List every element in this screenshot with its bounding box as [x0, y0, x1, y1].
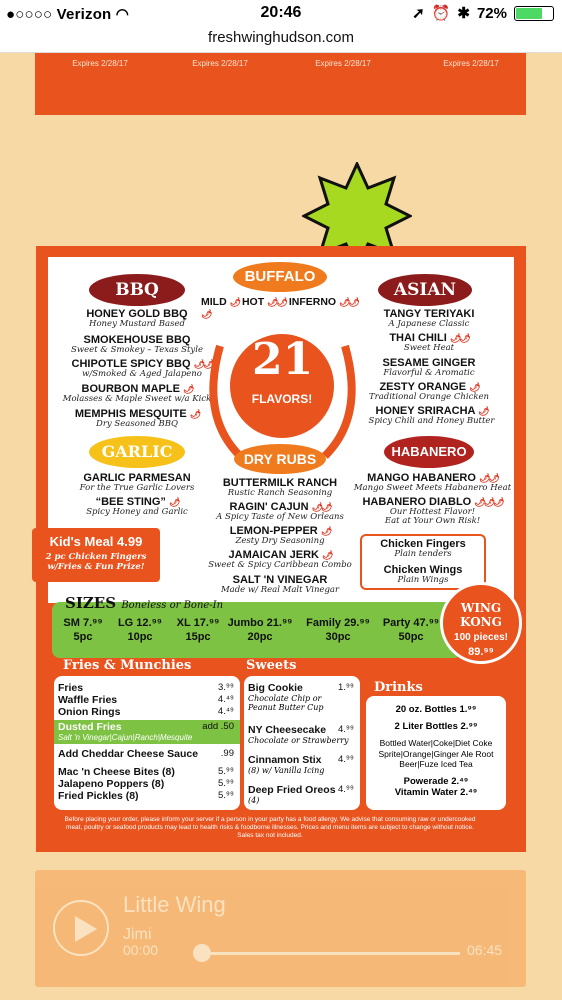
flavor-desc: Sweet & Smokey – Texas Style — [71, 345, 203, 356]
pepper-icon: 🌶🌶 — [478, 473, 498, 483]
audio-player — [35, 870, 526, 987]
flavor-name: THAI CHILI — [389, 332, 447, 344]
size-option: Family 29.⁹⁹ 30pc — [306, 617, 370, 644]
flavor-desc: w/Smoked & Aged Jalapeno — [82, 369, 202, 380]
plain-item-name: Chicken Fingers — [380, 538, 466, 550]
menu-item-desc: Chocolate Chip or Peanut Butter Cup — [248, 694, 324, 712]
menu-item-desc: (8) w/ Vanilla Icing — [248, 766, 325, 775]
flavor-desc: Spicy Honey and Garlic — [86, 507, 188, 518]
flavor-desc: Flavorful & Aromatic — [383, 368, 475, 379]
battery-icon — [514, 6, 554, 21]
coupon-expiry: Expires 2/28/17 — [72, 59, 128, 68]
flavor-desc: Rustic Ranch Seasoning — [227, 488, 333, 499]
plain-item-desc: Plain tenders — [394, 549, 452, 560]
flavor-name: ZESTY ORANGE — [379, 381, 467, 393]
track-title: Little Wing — [123, 892, 226, 917]
size-option: LG 12.⁹⁹ 10pc — [117, 617, 163, 644]
flavor-name: LEMON-PEPPER — [229, 525, 318, 537]
coupon-banner[interactable] — [35, 53, 526, 115]
seek-handle[interactable] — [193, 944, 211, 962]
sweets-heading: Sweets — [246, 658, 297, 673]
allergy-disclaimer: Before placing your order, please inform your server if a person in your party has a food allergy. We advise that consuming raw or undercooked meat, poultry or seafood products may lead to health risks & foodborne illnesses. Prices and menu items are subject to change without notice. Sales tax not included. — [64, 816, 476, 839]
buffalo-heading: BUFFALO — [233, 262, 327, 292]
menu-item-desc: (4) — [248, 796, 260, 805]
garlic-heading: GARLIC — [89, 436, 185, 468]
wing-kong-pieces: 100 pieces! — [454, 632, 508, 643]
asian-heading: ASIAN — [378, 274, 472, 306]
dusted-fries-flavors: Salt 'n Vinegar|Cajun|Ranch|Mesquite — [58, 733, 193, 742]
flavor-desc: A Spicy Taste of New Orleans — [216, 512, 344, 523]
drink-list: Bottled Water|Coke|Diet Coke Sprite|Orange|Ginger Ale Root Beer|Fuze Iced Tea — [378, 738, 494, 770]
flavors-label: FLAVORS! — [251, 392, 313, 406]
flavor-name: BUTTERMILK RANCH — [222, 477, 338, 489]
flavor-desc: Molasses & Maple Sweet w/a Kick — [62, 394, 212, 405]
size-option: Jumbo 21.⁹⁹ 20pc — [227, 617, 293, 644]
flavor-desc: For the True Garlic Lovers — [79, 483, 195, 494]
flavor-desc: Mango Sweet Meets Habanero Heat — [353, 483, 512, 494]
drink-price: 2 Liter Bottles 2.⁹⁹ — [394, 721, 478, 732]
flavor-desc: Eat at Your Own Risk! — [384, 516, 481, 527]
flavor-desc: Honey Mustard Based — [89, 319, 185, 330]
status-bar — [0, 0, 562, 27]
habanero-heading: HABANERO — [384, 436, 474, 468]
kids-meal-title: Kid's Meal 4.99 — [49, 534, 143, 549]
battery-percent: 72% — [476, 4, 507, 22]
flavor-name: BOURBON MAPLE — [81, 383, 180, 395]
menu-row: Mac 'n Cheese Bites (8) 5.⁹⁹ — [58, 766, 234, 778]
sweets-panel — [244, 676, 360, 810]
size-option: XL 17.⁹⁹ 15pc — [176, 617, 220, 644]
size-option: SM 7.⁹⁹ 5pc — [63, 617, 103, 644]
alarm-icon: ⏰ — [431, 5, 451, 22]
play-button[interactable] — [53, 900, 109, 956]
drink-price: Powerade 2.⁴⁹ — [403, 775, 469, 787]
pepper-icon: 🌶🌶 — [311, 502, 331, 512]
flavor-name: MANGO HABANERO — [367, 472, 476, 484]
flavor-name: SESAME GINGER — [382, 357, 476, 369]
plain-item-name: Chicken Wings — [383, 564, 463, 576]
menu-row: Fried Pickles (8) 5.⁹⁹ — [58, 790, 234, 802]
flavor-name: SMOKEHOUSE BBQ — [83, 334, 191, 346]
menu-row: Jalapeno Poppers (8) 5.⁹⁹ — [58, 778, 234, 790]
bluetooth-icon: ✱ — [457, 5, 470, 22]
flavor-name: “BEE STING” — [95, 496, 166, 508]
pepper-icon: 🌶 — [183, 384, 193, 394]
flavor-desc: Spicy Chili and Honey Butter — [368, 416, 495, 427]
wifi-icon: ◠ — [115, 6, 130, 23]
track-artist: Jimi — [123, 926, 152, 943]
menu-row: NY Cheesecake 4.⁹⁹ — [248, 724, 354, 736]
flavor-name: HONEY SRIRACHA — [375, 405, 476, 417]
flavor-name: GARLIC PARMESAN — [83, 472, 191, 484]
menu-row: Cinnamon Stix 4.⁹⁹ — [248, 754, 354, 766]
pepper-icon: 🌶🌶 — [449, 333, 469, 343]
pepper-icon: 🌶🌶🌶 — [474, 497, 503, 507]
drink-price: 20 oz. Bottles 1.⁹⁹ — [395, 704, 477, 715]
elapsed-time: 00:00 — [123, 942, 159, 958]
location-icon: ➚ — [412, 5, 425, 22]
pepper-icon: 🌶 — [478, 406, 488, 416]
flavor-name: JAMAICAN JERK — [228, 549, 319, 561]
flavor-count: 21 — [252, 334, 314, 385]
coupon-expiry: Expires 2/28/17 — [315, 59, 371, 68]
flavor-desc: A Japanese Classic — [388, 319, 470, 330]
wing-kong-title: WING KONG — [460, 601, 502, 629]
flavor-desc: Traditional Orange Chicken — [368, 392, 490, 403]
flavor-desc: Made w/ Real Malt Vinegar — [220, 585, 340, 596]
flavor-name: RAGIN' CAJUN — [229, 501, 309, 513]
menu-row: Add Cheddar Cheese Sauce .99 — [58, 748, 234, 760]
plain-item-desc: Plain Wings — [397, 575, 449, 586]
dusted-fries-highlight — [54, 720, 240, 744]
fries-heading: Fries & Munchies — [63, 658, 192, 673]
size-option: Party 47.⁹⁹ 50pc — [382, 617, 440, 644]
menu-item-desc: Chocolate or Strawberry — [248, 736, 349, 745]
buffalo-heat-levels: MILD 🌶 HOT 🌶🌶 INFERNO 🌶🌶🌶 — [201, 296, 358, 319]
dry-rubs-heading: DRY RUBS — [234, 444, 326, 474]
pepper-icon: 🌶 — [322, 550, 332, 560]
sizes-heading: SIZES Boneless or Bone-In — [65, 594, 224, 612]
flavor-desc: Dry Seasoned BBQ — [96, 419, 178, 430]
menu-row: Big Cookie 1.⁹⁹ — [248, 682, 354, 694]
fries-panel — [54, 676, 240, 810]
flavor-name: TANGY TERIYAKI — [383, 308, 475, 320]
wing-kong-price: 89.⁹⁹ — [468, 646, 494, 658]
plain-items-box — [360, 534, 486, 590]
menu-row: Waffle Fries 4.⁴⁹ — [58, 694, 234, 706]
coupon-expiry: Expires 2/28/17 — [443, 59, 499, 68]
drink-price: Vitamin Water 2.⁴⁹ — [394, 786, 478, 798]
flavor-desc: Our Hottest Flavor! — [389, 507, 476, 518]
wing-kong-badge — [440, 582, 522, 664]
total-time: 06:45 — [467, 942, 503, 958]
flavor-desc: Sweet & Spicy Caribbean Combo — [208, 560, 352, 571]
pepper-icon: 🌶 — [320, 526, 331, 536]
address-bar[interactable]: freshwinghudson.com — [0, 27, 562, 53]
play-icon — [75, 916, 97, 942]
sizes-bar — [52, 594, 462, 658]
pepper-icon: 🌶 — [189, 409, 200, 419]
flavor-name: HABANERO DIABLO — [362, 496, 472, 508]
flavor-name: CHIPOTLE SPICY BBQ — [71, 358, 191, 370]
menu-row: Fries 3.⁹⁹ — [58, 682, 234, 694]
flavor-desc: Zesty Dry Seasoning — [235, 536, 325, 547]
kids-meal-desc: 2 pc Chicken Fingers — [45, 552, 147, 562]
menu-row: Deep Fried Oreos 4.⁹⁹ — [248, 784, 354, 796]
flavor-name: SALT 'N VINEGAR — [232, 574, 328, 586]
clock: 20:46 — [260, 4, 302, 21]
drinks-heading: Drinks — [374, 680, 423, 695]
pepper-icon: 🌶 — [168, 497, 179, 507]
pepper-icon: 🌶🌶 — [193, 359, 213, 369]
menu-row: Dusted Fries add .50 — [58, 721, 234, 733]
seek-bar[interactable] — [195, 952, 460, 955]
drinks-panel — [366, 696, 506, 810]
kids-meal-box — [32, 528, 160, 582]
bbq-heading: BBQ — [89, 274, 185, 306]
flavor-name: HONEY GOLD BBQ — [86, 308, 188, 320]
carrier: ●○○○○ Verizon ◠ — [6, 6, 130, 23]
coupon-expiry: Expires 2/28/17 — [192, 59, 248, 68]
flavor-name: MEMPHIS MESQUITE — [74, 408, 187, 420]
kids-meal-desc: w/Fries & Fun Prize! — [47, 562, 145, 572]
flavor-desc: Sweet Heat — [403, 343, 455, 354]
pepper-icon: 🌶 — [469, 382, 479, 392]
menu-row: Onion Rings 4.⁴⁹ — [58, 706, 234, 718]
